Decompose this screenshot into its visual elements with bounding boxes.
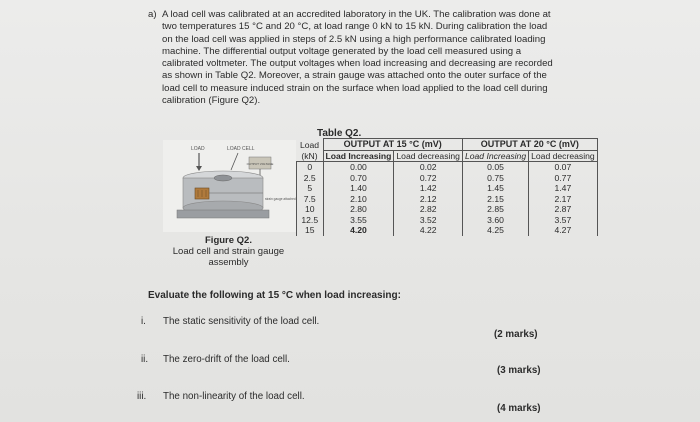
label-load: LOAD — [191, 146, 205, 152]
cell: 4.22 — [394, 225, 463, 236]
col-inc-20: Load Increasing — [462, 150, 528, 162]
item-number: ii. — [141, 354, 149, 365]
cell: 0.00 — [323, 162, 394, 173]
cell: 1.40 — [323, 183, 394, 194]
calibration-table — [296, 138, 598, 236]
table-row — [297, 162, 598, 173]
cell: 2.12 — [394, 194, 463, 205]
cell: 4.27 — [529, 225, 598, 236]
cell: 1.47 — [529, 183, 598, 194]
cell: 3.52 — [394, 215, 463, 226]
question-label: a) — [148, 9, 157, 20]
table-title: Table Q2. — [317, 128, 362, 139]
cell: 0 — [297, 162, 324, 173]
col-dec-15: Load decreasing — [394, 150, 463, 162]
cell: 2.80 — [323, 204, 394, 215]
col-load — [297, 139, 324, 162]
cell: 0.05 — [462, 162, 528, 173]
item-marks: (2 marks) — [494, 329, 538, 340]
table-row — [297, 183, 598, 194]
evaluate-heading: Evaluate the following at 15 °C when load increasing: — [148, 290, 401, 301]
item-number: i. — [141, 316, 146, 327]
col-load-label: Load (kN) — [299, 140, 320, 161]
cell: 2.17 — [529, 194, 598, 205]
table-row — [297, 204, 598, 215]
cell: 2.15 — [462, 194, 528, 205]
cell: 1.42 — [394, 183, 463, 194]
cell: 0.77 — [529, 173, 598, 184]
cell: 0.70 — [323, 173, 394, 184]
col-inc-15: Load Increasing — [323, 150, 394, 162]
figure-caption-text: Load cell and strain gauge assembly — [172, 246, 285, 268]
label-strain-gauge-text: strain gauge attached — [265, 197, 296, 201]
cell: 3.57 — [529, 215, 598, 226]
figure-caption — [160, 235, 297, 268]
cell-base — [177, 210, 269, 218]
table-row — [297, 225, 598, 236]
item-text: The zero-drift of the load cell. — [163, 354, 290, 365]
load-cell-figure — [163, 140, 296, 232]
cell: 2.5 — [297, 173, 324, 184]
label-strain-gauge — [265, 197, 296, 201]
table-row — [297, 173, 598, 184]
col-dec-20: Load decreasing — [529, 150, 598, 162]
cell: 7.5 — [297, 194, 324, 205]
group-20c: OUTPUT AT 20 °C (mV) — [462, 139, 597, 151]
cell: 4.20 — [323, 225, 394, 236]
cell: 0.75 — [462, 173, 528, 184]
cell: 0.07 — [529, 162, 598, 173]
load-cell-illustration — [163, 140, 296, 232]
group-15c: OUTPUT AT 15 °C (mV) — [323, 139, 462, 151]
cell: 1.45 — [462, 183, 528, 194]
table-row — [297, 215, 598, 226]
item-number: iii. — [137, 391, 147, 402]
cell: 3.55 — [323, 215, 394, 226]
question-body: A load cell was calibrated at an accredited laboratory in the UK. The calibration was done at two temperatures 15 °C and 20 °C, at load range 0 kN to 15 kN. During calibration the load on the load cell was applied in steps of 2.5 kN using a high performance calibrated loading machine. The differential output voltage generated by the load cell measured using a calibrated voltmeter. The output voltages when load increasing and decreasing are recorded as shown in Table Q2. Moreover, a strain gauge was attached onto the outer surface of the load cell to measure induced strain on the surface when load applied to the load cell during calibration (Figure Q2). — [162, 9, 553, 107]
cell: 0.72 — [394, 173, 463, 184]
cell: 3.60 — [462, 215, 528, 226]
item-marks: (3 marks) — [497, 365, 541, 376]
cell: 4.25 — [462, 225, 528, 236]
label-load-cell: LOAD CELL — [227, 146, 255, 152]
cell: 10 — [297, 204, 324, 215]
item-text: The static sensitivity of the load cell. — [163, 316, 320, 327]
question-text — [148, 9, 560, 107]
label-output-voltage: OUTPUT VOLTAGE — [246, 162, 274, 166]
cell: 2.10 — [323, 194, 394, 205]
cell: 2.87 — [529, 204, 598, 215]
item-marks: (4 marks) — [497, 403, 541, 414]
item-text: The non-linearity of the load cell. — [163, 391, 305, 402]
cell: 15 — [297, 225, 324, 236]
figure-caption-title: Figure Q2. — [205, 235, 252, 246]
table-row — [297, 194, 598, 205]
cell: 12.5 — [297, 215, 324, 226]
cell: 2.85 — [462, 204, 528, 215]
cell: 2.82 — [394, 204, 463, 215]
cell: 0.02 — [394, 162, 463, 173]
cell: 5 — [297, 183, 324, 194]
